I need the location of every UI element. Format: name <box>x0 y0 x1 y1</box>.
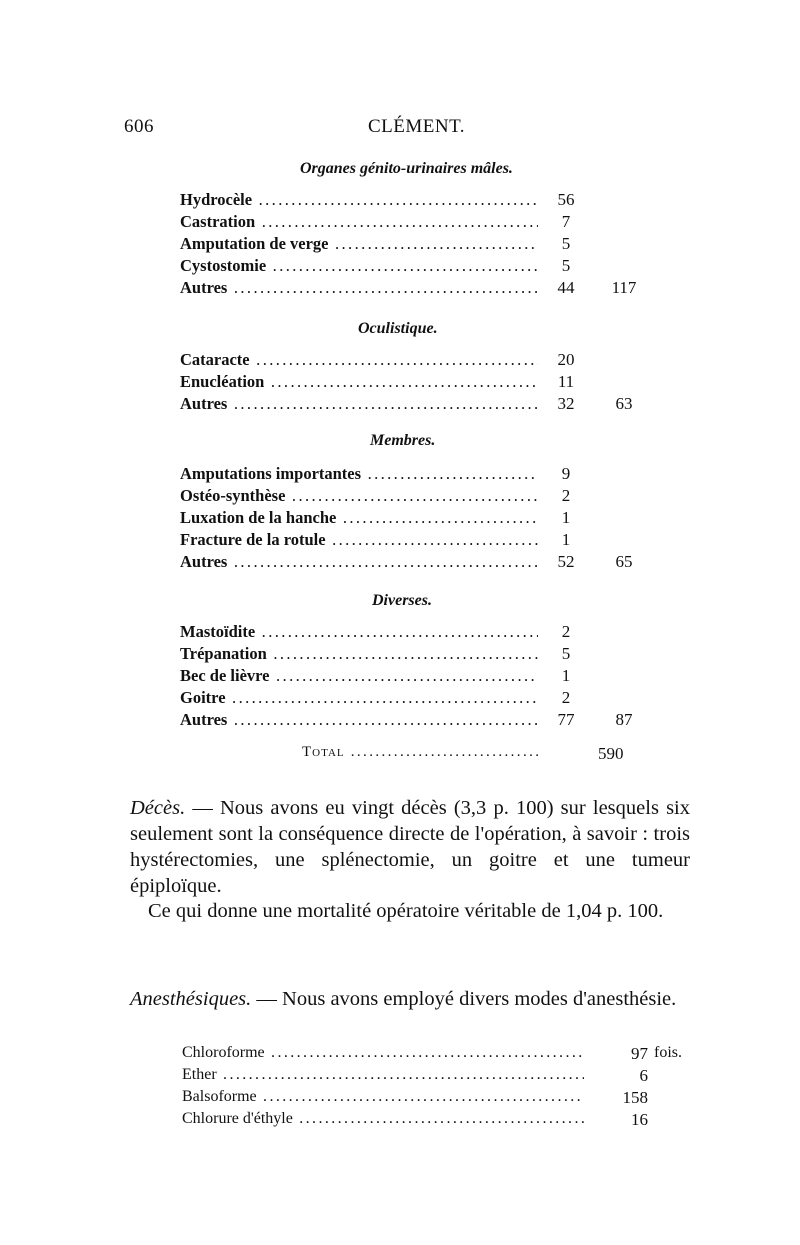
grand-total-value: 590 <box>598 744 624 763</box>
row-value: 2 <box>561 688 571 707</box>
row-label: Bec de lièvre ..... <box>180 666 538 686</box>
anesthetic-value: 97 <box>631 1044 648 1063</box>
anesthetic-unit: fois. <box>654 1044 682 1061</box>
row-label: Autres ..... <box>180 552 538 572</box>
row-value: 44 <box>557 278 575 297</box>
row-label: Hydrocèle ..... <box>180 190 538 210</box>
row-value: 2 <box>561 622 571 641</box>
row-value: 1 <box>561 666 571 685</box>
page-number: 606 <box>124 116 154 137</box>
anesthetic-label: Ether ..... <box>182 1066 584 1084</box>
anesthetic-value: 6 <box>639 1066 648 1085</box>
deces-text: — Nous avons eu vingt décès (3,3 p. 100) sur lesquels six seulement sont la conséquence directe de l'opération, à savoir : trois hystérectomies, une splénectomie, un goitre et une tumeur épiploïque. <box>130 797 690 897</box>
row-label: Autres ..... <box>180 278 538 298</box>
section-title-membres: Membres. <box>370 432 436 449</box>
anesthetic-label: Chloroforme ..... <box>182 1044 584 1062</box>
section-title-diverses: Diverses. <box>372 592 432 609</box>
anesth-lead: Anesthésiques. <box>130 988 252 1010</box>
section-title-organes: Organes génito-urinaires mâles. <box>300 160 513 177</box>
row-value: 5 <box>561 644 571 663</box>
row-total: 63 <box>615 394 633 413</box>
anesthetic-label: Balsoforme ..... <box>182 1088 584 1106</box>
row-label: Autres ..... <box>180 394 538 414</box>
row-label: Goitre ..... <box>180 688 538 708</box>
row-value: 5 <box>561 234 571 253</box>
row-value: 20 <box>557 350 575 369</box>
anesthetic-value: 16 <box>631 1110 648 1129</box>
row-label: Castration ..... <box>180 212 538 232</box>
row-label: Amputation de verge ..... <box>180 234 538 254</box>
row-label: Trépanation ..... <box>180 644 538 664</box>
row-total: 65 <box>615 552 633 571</box>
row-value: 1 <box>561 530 571 549</box>
row-label: Cataracte ..... <box>180 350 538 370</box>
anesthetic-label: Chlorure d'éthyle ..... <box>182 1110 584 1128</box>
row-total: 87 <box>615 710 633 729</box>
row-value: 11 <box>557 372 575 391</box>
section-title-oculistique: Oculistique. <box>358 320 438 337</box>
running-title: CLÉMENT. <box>368 116 466 137</box>
row-total: 117 <box>611 278 637 297</box>
row-value: 52 <box>557 552 575 571</box>
row-label: Luxation de la hanche ..... <box>180 508 538 528</box>
row-label: Fracture de la rotule ..... <box>180 530 538 550</box>
row-value: 32 <box>557 394 575 413</box>
row-label: Cystostomie ..... <box>180 256 538 276</box>
anesth-text: — Nous avons employé divers modes d'anesthésie. <box>251 988 677 1010</box>
anesth-paragraph <box>130 986 690 1012</box>
row-value: 2 <box>561 486 571 505</box>
row-value: 9 <box>561 464 571 483</box>
row-label: Ostéo-synthèse ..... <box>180 486 538 506</box>
page-header <box>124 116 684 146</box>
mortalite-text: Ce qui donne une mortalité opératoire véritable de 1,04 p. 100. <box>148 900 664 922</box>
anesthetic-value: 158 <box>622 1088 648 1107</box>
deces-lead: Décès. <box>130 797 186 819</box>
row-value: 7 <box>561 212 571 231</box>
row-value: 56 <box>557 190 575 209</box>
row-value: 1 <box>561 508 571 527</box>
row-label: Mastoïdite ..... <box>180 622 538 642</box>
row-value: 5 <box>561 256 571 275</box>
mortalite-paragraph <box>130 898 690 924</box>
row-value: 77 <box>557 710 575 729</box>
row-label: Autres ..... <box>180 710 538 730</box>
row-label: Enucléation ..... <box>180 372 538 392</box>
deces-paragraph <box>130 795 690 899</box>
row-label: Amputations importantes ..... <box>180 464 538 484</box>
grand-total-label: Total ..... <box>302 744 542 761</box>
